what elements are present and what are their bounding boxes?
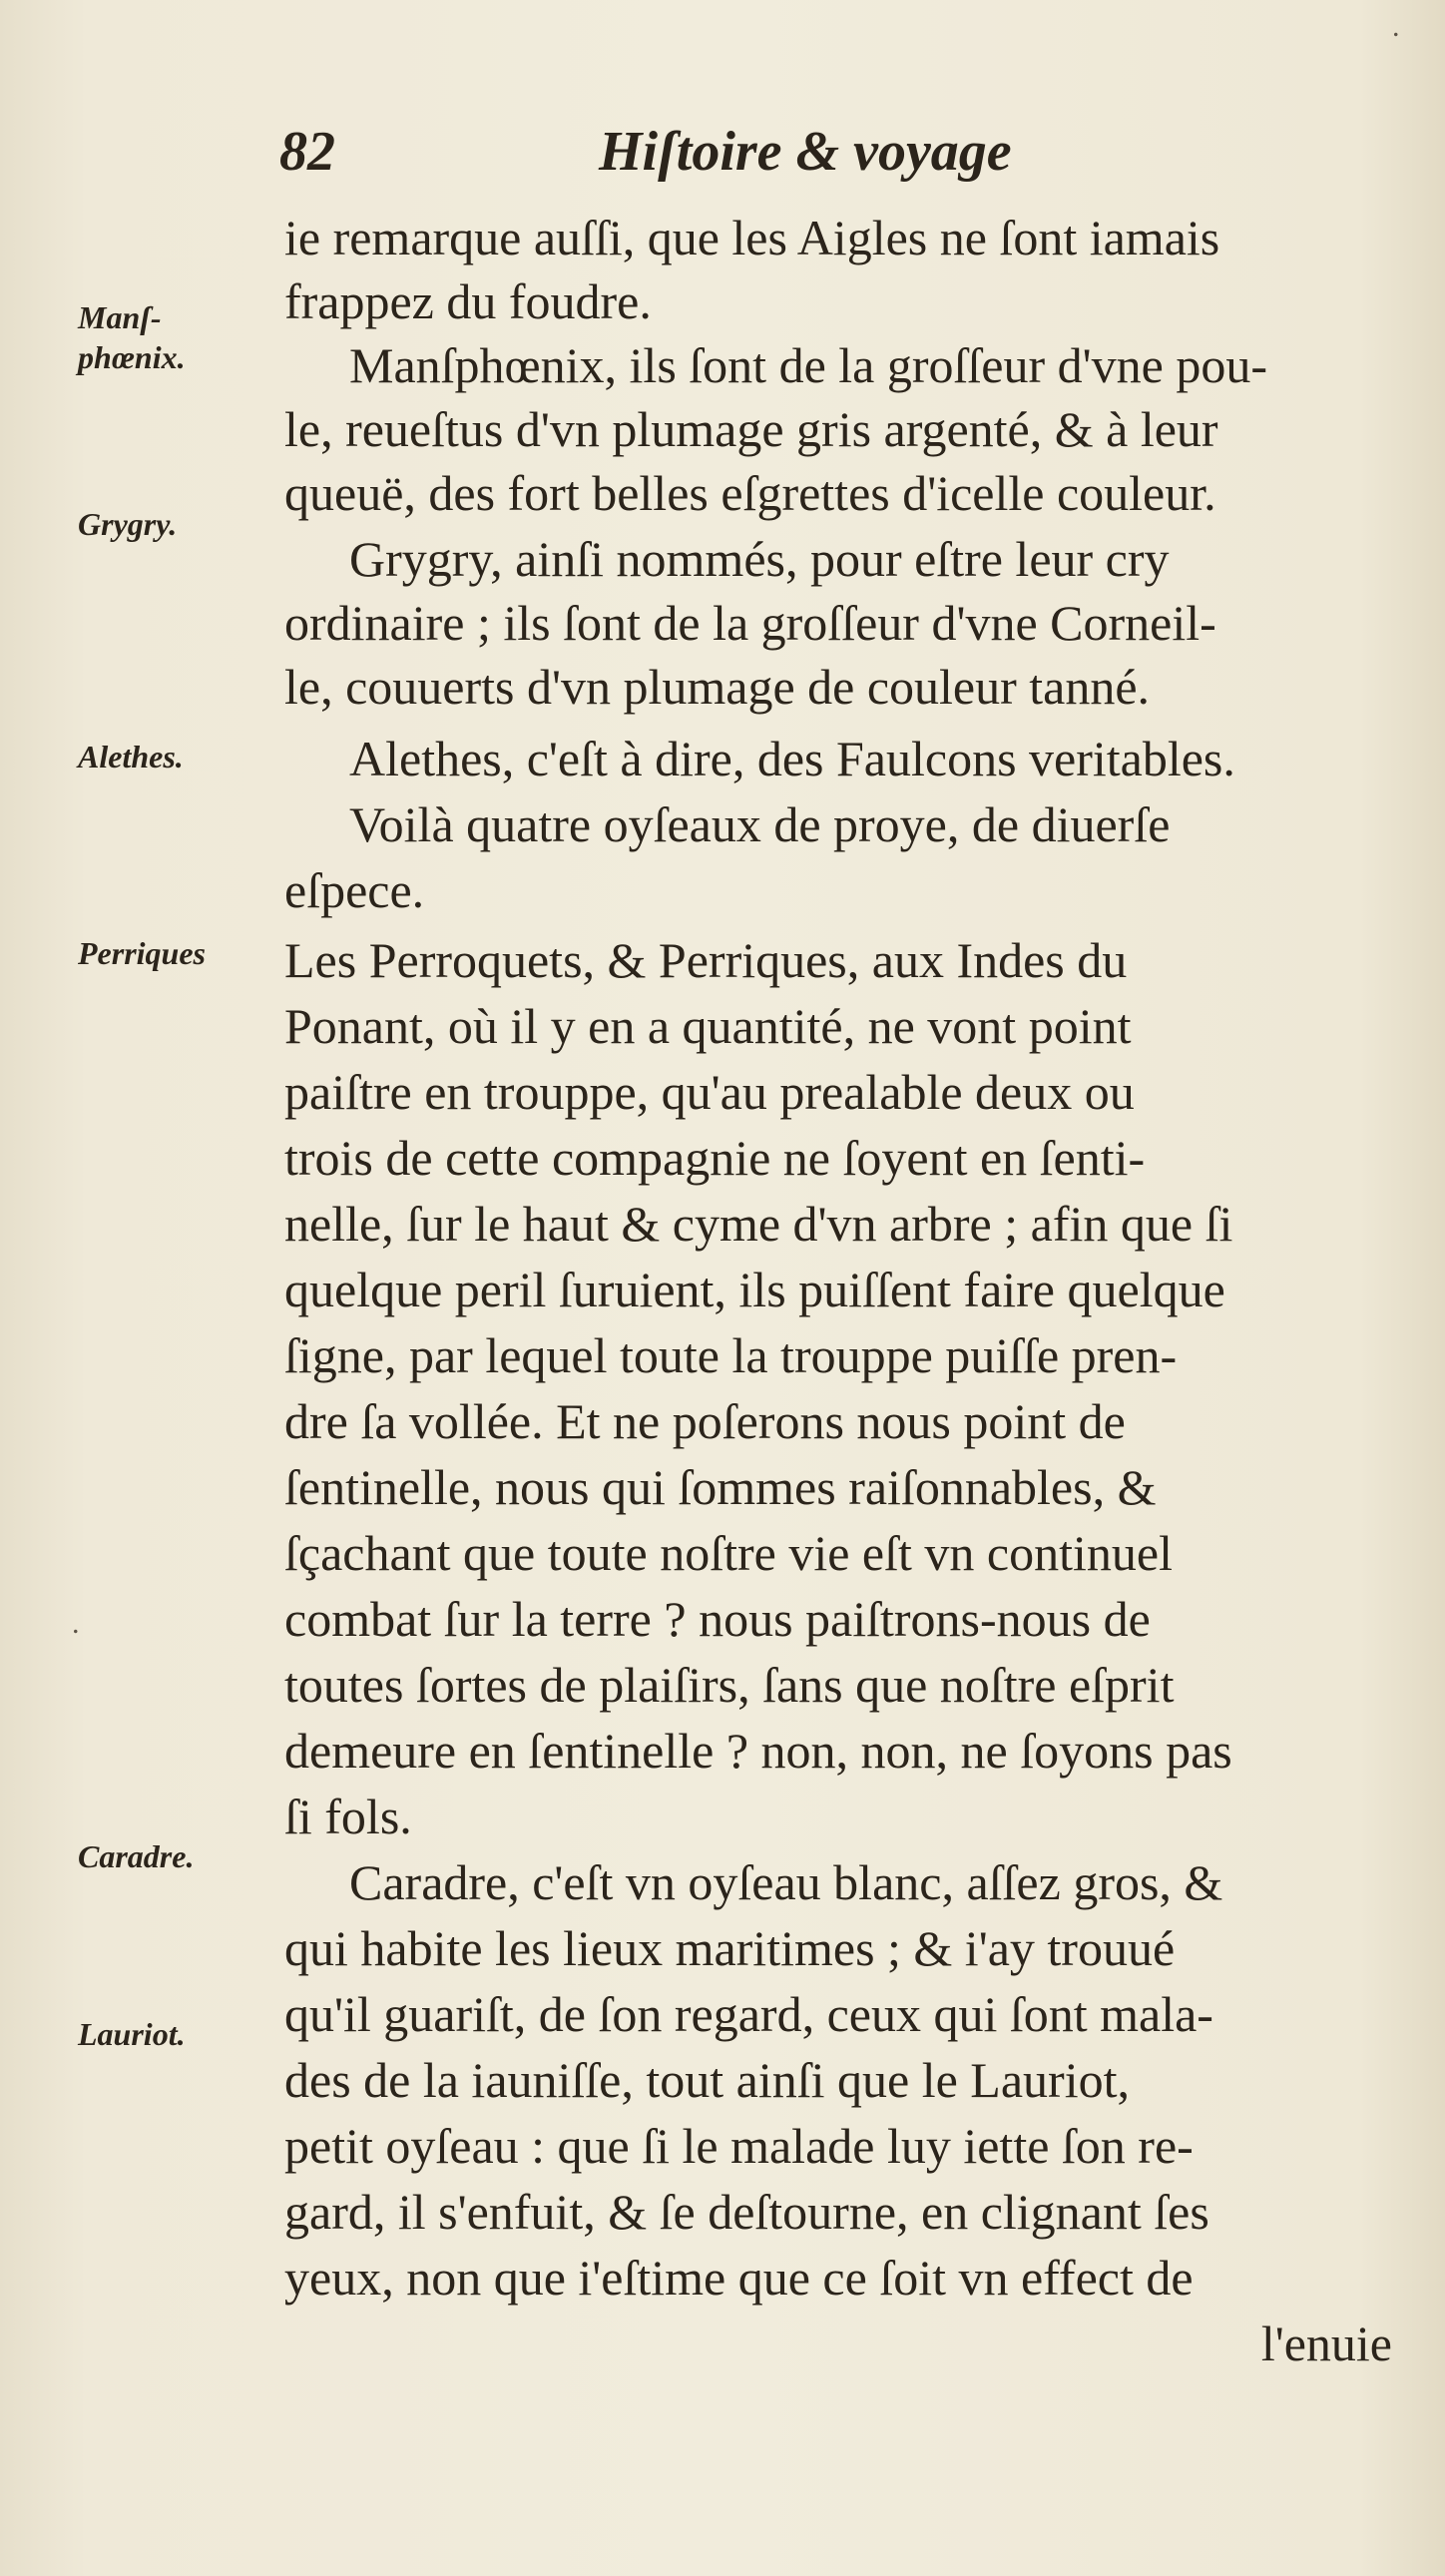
page-header: [279, 120, 1397, 200]
text-line: ſi fols.: [284, 1789, 412, 1844]
margin-note-line: Lauriot.: [78, 2016, 186, 2052]
page-number: 82: [279, 121, 335, 183]
text-line: demeure en ſentinelle ? non, non, ne ſoyons pas: [284, 1723, 1232, 1779]
margin-note-line: Manſ-: [78, 299, 162, 335]
text-line: Les Perroquets, & Perriques, aux Indes du: [284, 932, 1128, 988]
margin-note-line: phœnix.: [78, 339, 186, 375]
text-line: quelque peril ſuruient, ils puiſſent faire quelque: [284, 1262, 1225, 1317]
text-line: paiſtre en trouppe, qu'au prealable deux ou: [284, 1064, 1135, 1120]
margin-note-alethes: [78, 737, 277, 776]
text-line: le, couuerts d'vn plumage de couleur tanné.: [284, 659, 1151, 715]
text-line: combat ſur la terre ? nous paiſtrons-nous de: [284, 1591, 1151, 1647]
catchword: l'enuie: [1260, 2316, 1392, 2371]
text-line: ſçachant que toute noſtre vie eſt vn continuel: [284, 1525, 1173, 1581]
text-line: ordinaire ; ils ſont de la groſſeur d'vne Corneil-: [284, 595, 1216, 651]
text-line: Caradre, c'eſt vn oyſeau blanc, aſſez gros, &: [349, 1854, 1223, 1910]
text-line: gard, il s'enfuit, & ſe deſtourne, en clignant ſes: [284, 2184, 1209, 2240]
text-line: ie remarque auſſi, que les Aigles ne ſont iamais: [284, 210, 1220, 265]
margin-note-line: Caradre.: [78, 1838, 195, 1874]
text-line: qui habite les lieux maritimes ; & i'ay trouué: [284, 1920, 1176, 1976]
text-line: toutes ſortes de plaiſirs, ſans que noſtre eſprit: [284, 1657, 1175, 1713]
text-line: petit oyſeau : que ſi le malade luy iette ſon re-: [284, 2118, 1194, 2174]
margin-note-grygry: [78, 504, 277, 544]
text-line: Ponant, où il y en a quantité, ne vont point: [284, 998, 1132, 1054]
text-line: frappez du foudre.: [284, 273, 652, 329]
margin-note-perriques: [78, 933, 277, 973]
margin-note-caradre: [78, 1836, 277, 1876]
margin-note-line: Perriques: [78, 935, 206, 971]
text-line: qu'il guariſt, de ſon regard, ceux qui ſont mala-: [284, 1986, 1213, 2042]
text-line: ſentinelle, nous qui ſommes raiſonnables, &: [284, 1459, 1157, 1515]
text-line: ſigne, par lequel toute la trouppe puiſſe pren-: [284, 1327, 1178, 1383]
text-line: le, reueſtus d'vn plumage gris argenté, & à leur: [284, 401, 1218, 457]
text-line: Alethes, c'eſt à dire, des Faulcons veritables.: [349, 731, 1235, 786]
text-line: nelle, ſur le haut & cyme d'vn arbre ; afin que ſi: [284, 1196, 1233, 1252]
text-line: trois de cette compagnie ne ſoyent en ſenti-: [284, 1130, 1146, 1186]
text-line: dre ſa vollée. Et ne poſerons nous point de: [284, 1393, 1126, 1449]
text-line: Voilà quatre oyſeaux de proye, de diuerſe: [349, 796, 1171, 852]
margin-note-line: Grygry.: [78, 506, 178, 542]
margin-note-lauriot: [78, 2014, 277, 2054]
margin-note-line: Alethes.: [78, 739, 184, 774]
running-head: Hiſtoire & voyage: [599, 121, 1012, 183]
text-line: yeux, non que i'eſtime que ce ſoit vn effect de: [284, 2250, 1194, 2306]
text-line: Manſphœnix, ils ſont de la groſſeur d'vne pou-: [349, 337, 1267, 393]
text-line: Grygry, ainſi nommés, pour eſtre leur cry: [349, 531, 1170, 587]
ink-speck: .: [72, 1607, 80, 1640]
margin-note-mansphoenix: [78, 297, 277, 377]
ink-speck: .: [1392, 10, 1400, 43]
text-line: eſpece.: [284, 862, 425, 918]
text-line: queuë, des fort belles eſgrettes d'icelle couleur.: [284, 465, 1216, 521]
text-line: des de la iauniſſe, tout ainſi que le Lauriot,: [284, 2052, 1130, 2108]
